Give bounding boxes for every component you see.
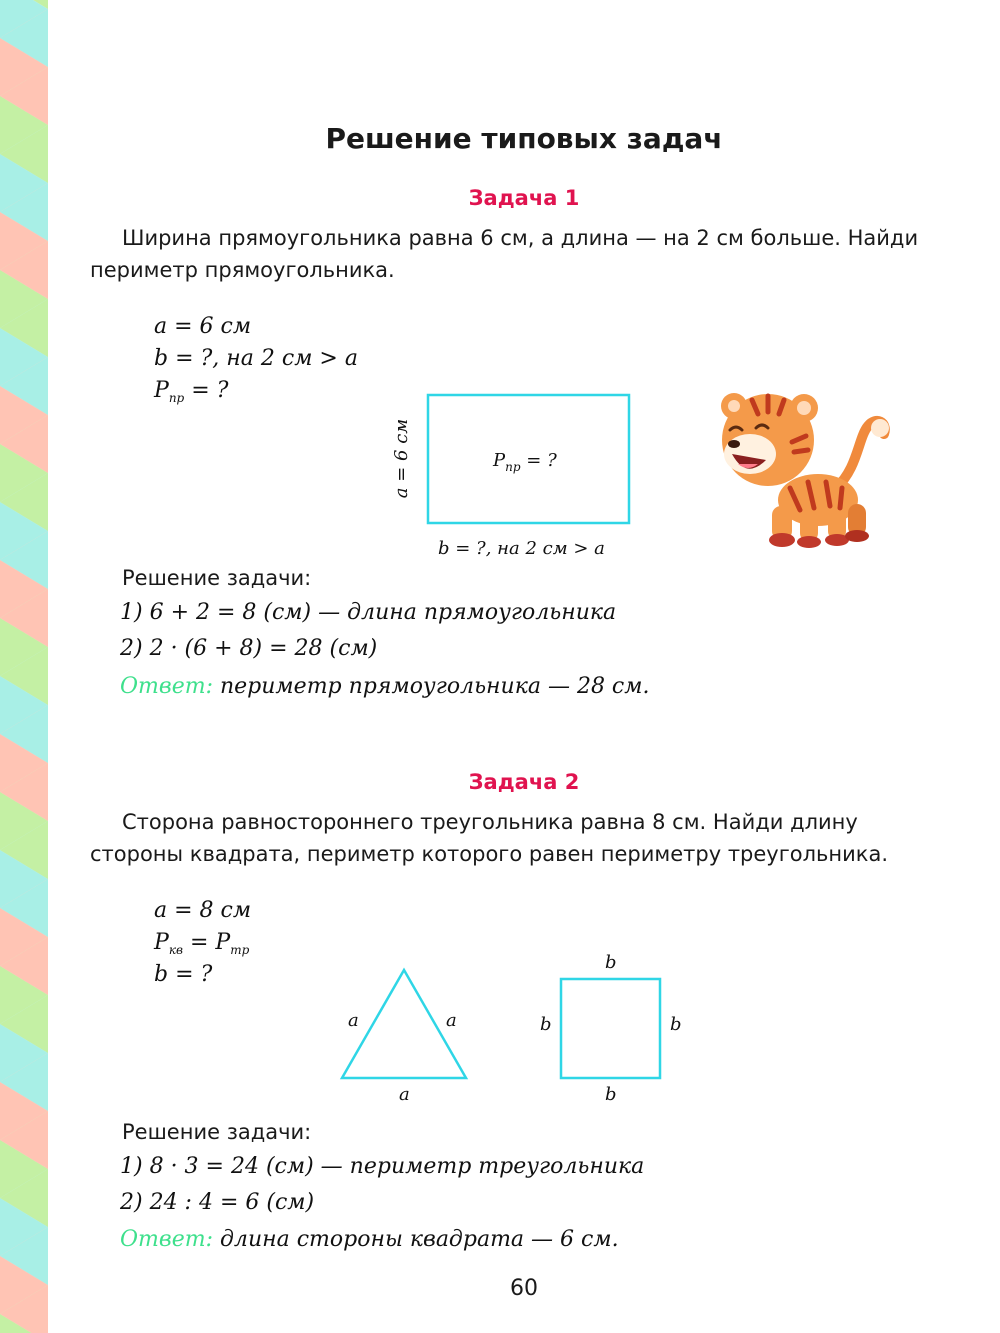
task1-rectangle-bottom-label: b = ?, на 2 см > a: [438, 538, 605, 559]
page-title: Решение типовых задач: [325, 122, 723, 155]
task1-step-1: 1) 6 + 2 = 8 (см) — длина прямоугольника: [120, 600, 617, 625]
triangle-label-right: a: [446, 1010, 457, 1031]
task2-solution-label: Решение задачи:: [122, 1120, 312, 1144]
square-shape: [561, 979, 660, 1078]
task2-step-2: 2) 24 : 4 = 6 (см): [120, 1190, 315, 1215]
task1-rectangle-side-label: a = 6 см: [391, 418, 413, 499]
task2-heading: Задача 2: [468, 770, 580, 794]
task1-solution-label: Решение задачи:: [122, 566, 312, 590]
task1-step-2: 2) 2 · (6 + 8) = 28 (см): [120, 636, 378, 661]
task2-text: Сторона равностороннего треугольника равна 8 см. Найди длину стороны квадрата, периметр которого равен периметру треугольника.: [90, 810, 889, 866]
task1-heading: Задача 1: [468, 186, 580, 210]
task2-given-p: $P_{кв} = P_{тр}$: [154, 930, 250, 957]
answer-label: Ответ:: [120, 674, 213, 699]
square-label-bottom: b: [605, 1084, 617, 1105]
task2-given-a: a = 8 см: [154, 898, 252, 923]
triangle-label-left: a: [348, 1010, 359, 1031]
task2-answer: Ответ: длина стороны квадрата — 6 см.: [120, 1227, 619, 1252]
task2-step-1: 1) 8 · 3 = 24 (см) — периметр треугольника: [120, 1154, 645, 1179]
task1-answer: Ответ: периметр прямоугольника — 28 см.: [120, 674, 650, 699]
task2-square-figure: [556, 974, 666, 1084]
task2-given-b: b = ?: [154, 962, 213, 987]
task1-given-a: a = 6 см: [154, 314, 252, 339]
task1-text: Ширина прямоугольника равна 6 см, а длина — на 2 см больше. Найди периметр прямоугольника.: [90, 226, 919, 282]
tiger-cub-icon: [708, 378, 890, 552]
square-label-right: b: [670, 1014, 682, 1035]
task1-given-b: b = ?, на 2 см > a: [154, 346, 358, 371]
square-label-left: b: [540, 1014, 552, 1035]
page-number: 60: [510, 1276, 538, 1301]
task1-rectangle-inner-label: $P_{пр}$ = ?: [493, 450, 557, 474]
task1-given-p: $P_{пр}$ = ?: [154, 378, 229, 405]
triangle-label-bottom: a: [399, 1084, 410, 1105]
answer-label: Ответ:: [120, 1227, 213, 1252]
square-label-top: b: [605, 952, 617, 973]
